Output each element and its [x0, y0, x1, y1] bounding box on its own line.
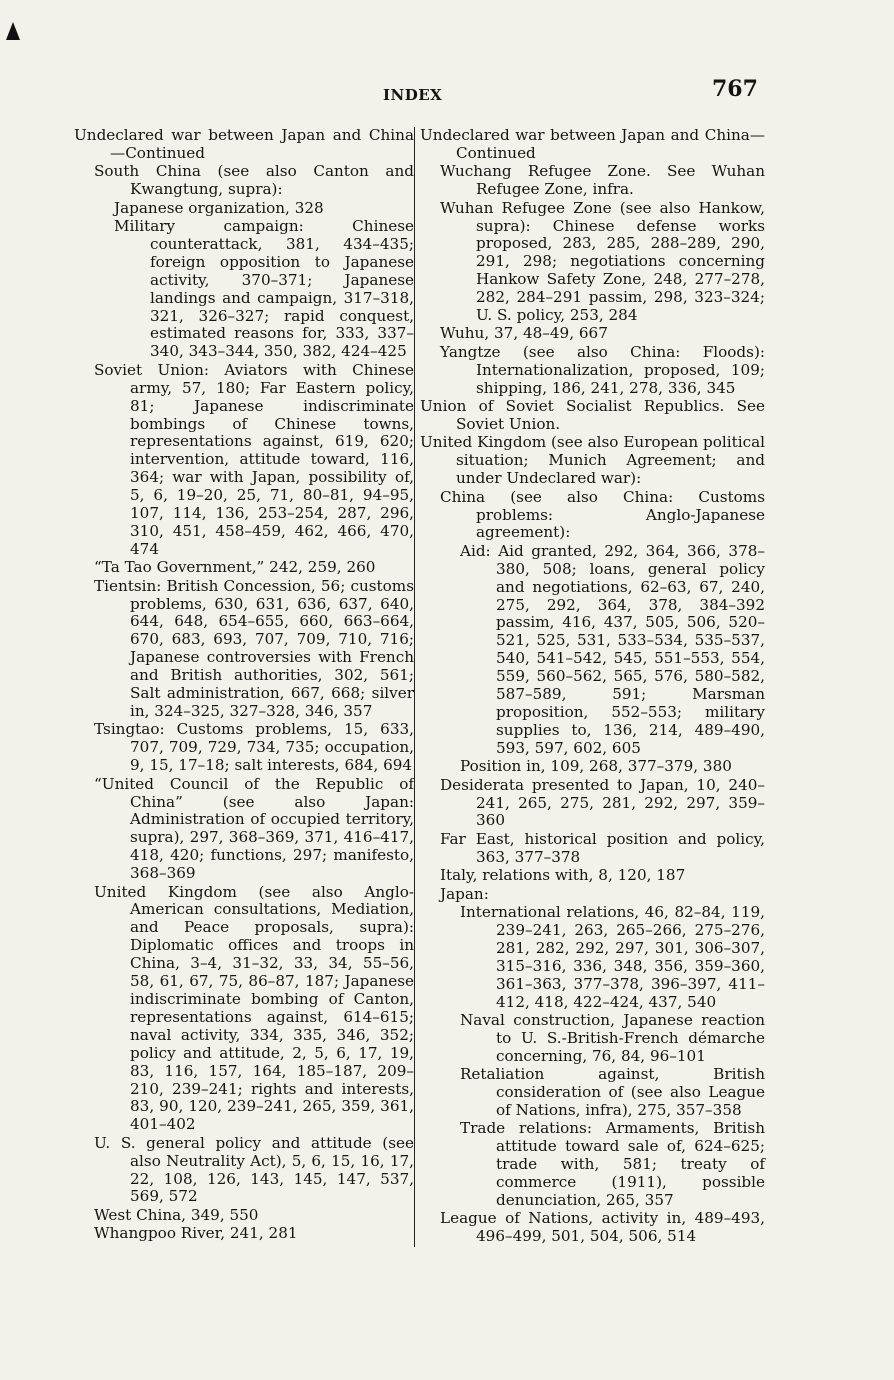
index-entry: U. S. general policy and attitude (see also Neutrality Act), 5, 6, 15, 16, 17, 22, 108, 126, 143, 145, 147, 537, 569, 572	[94, 1133, 414, 1206]
index-entry: South China (see also Canton and Kwangtung, supra):	[94, 162, 414, 199]
index-column-right	[420, 127, 765, 1247]
index-entry: Tsingtao: Customs problems, 15, 633, 707, 709, 729, 734, 735; occupation, 9, 15, 17–18; salt interests, 684, 694	[94, 720, 414, 775]
column-divider	[414, 127, 415, 1247]
index-entry: United Kingdom (see also European political situation; Munich Agreement; and under Undeclared war):	[420, 433, 765, 488]
index-entry: Yangtze (see also China: Floods): Internationalization, proposed, 109; shipping, 186, 241, 278, 336, 345	[440, 342, 765, 397]
index-entry: West China, 349, 550	[94, 1205, 259, 1224]
index-entry: Italy, relations with, 8, 120, 187	[440, 866, 686, 885]
index-entry: Soviet Union: Aviators with Chinese army, 57, 180; Far Eastern policy, 81; Japanese indiscriminate bombings of Chinese towns, representations against, 619, 620; intervention, attitude toward, 116, 364; war with Japan, possibility of, 5, 6, 19–20, 25, 71, 80–81, 94–95, 107, 114, 136, 253–254, 287, 296, 310, 451, 458–459, 462, 466, 470, 474	[94, 360, 414, 558]
index-entry: United Kingdom (see also Anglo-American consultations, Mediation, and Peace proposals, supra): Diplomatic offices and troops in China, 3–4, 31–32, 33, 34, 55–56, 58, 61, 67, 75, 86–87, 187; Japanese indiscriminate bombing of Canton, representations against, 614–615; naval activity, 334, 335, 346, 352; policy and attitude, 2, 5, 6, 17, 19, 83, 116, 157, 164, 185–187, 209–210, 239–241; rights and interests, 83, 90, 120, 239–241, 265, 359, 361, 401–402	[94, 882, 414, 1134]
index-entry: Military campaign: Chinese counterattack, 381, 434–435; foreign opposition to Japanese activity, 370–371; Japanese landings and campaign, 317–318, 321, 326–327; rapid conquest, estimated reasons for, 333, 337–340, 343–344, 350, 382, 424–425	[114, 217, 414, 361]
index-entry: League of Nations, activity in, 489–493, 496–499, 501, 504, 506, 514	[440, 1209, 765, 1246]
index-entry: Naval construction, Japanese reaction to U. S.-British-French démarche concerning, 76, 84, 96–101	[460, 1010, 765, 1065]
index-entry: Japanese organization, 328	[114, 198, 324, 217]
index-entry: “Ta Tao Government,” 242, 259, 260	[94, 558, 376, 577]
index-entry: Wuchang Refugee Zone. See Wuhan Refugee Zone, infra.	[440, 162, 765, 199]
index-entry: Far East, historical position and policy, 363, 377–378	[440, 829, 765, 866]
page-number: 767	[712, 76, 758, 102]
index-entry: “United Council of the Republic of China” (see also Japan: Administration of occupied territory, supra), 297, 368–369, 371, 416–417, 418, 420; functions, 297; manifesto, 368–369	[94, 774, 414, 883]
index-entry: Wuhan Refugee Zone (see also Hankow, supra): Chinese defense works proposed, 283, 285, 288–289, 290, 291, 298; negotiations concerning Hankow Safety Zone, 248, 277–278, 282, 284–291 passim, 298, 323–324; U. S. policy, 253, 284	[440, 198, 765, 325]
index-column-left	[74, 127, 414, 1244]
index-entry: Wuhu, 37, 48–49, 667	[440, 324, 608, 343]
index-entry: Union of Soviet Socialist Republics. See Soviet Union.	[420, 397, 765, 433]
index-entry: Position in, 109, 268, 377–379, 380	[460, 757, 732, 776]
page-corner-mark	[6, 22, 20, 40]
index-entry: Tientsin: British Concession, 56; customs problems, 630, 631, 636, 637, 640, 644, 648, 654–655, 660, 663–664, 670, 683, 693, 707, 709, 710, 716; Japanese controversies with French and British authorities, 302, 561; Salt administration, 667, 668; silver in, 324–325, 327–328, 346, 357	[94, 576, 414, 720]
index-entry: Desiderata presented to Japan, 10, 240–241, 265, 275, 281, 292, 297, 359–360	[440, 775, 765, 830]
index-entry: Retaliation against, British consideration of (see also League of Nations, infra), 275, 357–358	[460, 1065, 765, 1119]
index-entry: Whangpoo River, 241, 281	[94, 1224, 298, 1243]
index-entry: China (see also China: Customs problems: Anglo-Japanese agreement):	[440, 487, 765, 542]
index-entry: Trade relations: Armaments, British attitude toward sale of, 624–625; trade with, 581; treaty of commerce (1911), possible denunciation, 265, 357	[460, 1119, 765, 1209]
index-entry: Undeclared war between Japan and China—Continued	[74, 126, 414, 162]
running-header: INDEX	[383, 86, 443, 104]
index-entry: Aid: Aid granted, 292, 364, 366, 378–380, 508; loans, general policy and negotiations, 62–63, 67, 240, 275, 292, 364, 378, 384–392 passim, 416, 437, 505, 506, 520–521, 525, 531, 533–534, 535–537, 540, 541–542, 545, 551–553, 554, 559, 560–562, 565, 576, 580–582, 587–589, 591; Marsman proposition, 552–553; military supplies to, 136, 214, 489–490, 593, 597, 602, 605	[460, 541, 765, 757]
index-entry: Japan:	[440, 884, 489, 903]
index-entry: International relations, 46, 82–84, 119, 239–241, 263, 265–266, 275–276, 281, 282, 292, 297, 301, 306–307, 315–316, 336, 348, 356, 359–360, 361–363, 377–378, 396–397, 411–412, 418, 422–424, 437, 540	[460, 902, 765, 1011]
index-entry: Undeclared war between Japan and China—Continued	[420, 126, 765, 162]
